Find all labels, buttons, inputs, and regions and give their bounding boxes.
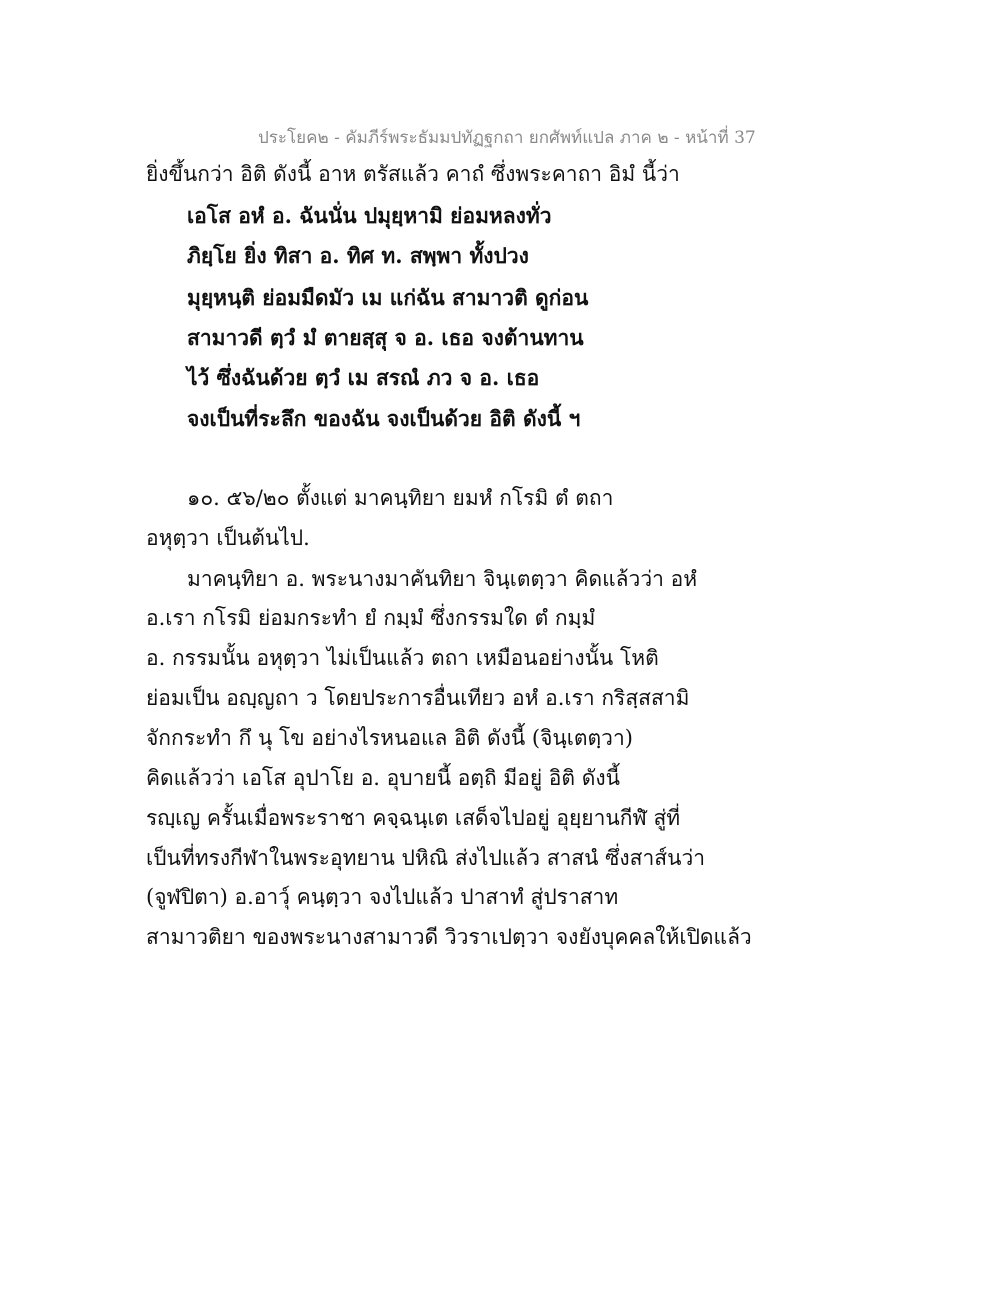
body-line: อ.เรา กโรมิ ย่อมกระทำ ยํ กมฺมํ ซึ่งกรรมใด ตํ กมฺมํ <box>146 606 596 630</box>
body-line: สามาวติยา ของพระนางสามาวดี วิวราเปตฺวา จงยังบุคคลให้เปิดแล้ว <box>146 925 752 949</box>
body-line: เป็นที่ทรงกีฬาในพระอุทยาน ปหิณิ ส่งไปแล้ว สาสนํ ซึ่งสาส์นว่า <box>146 846 706 870</box>
section-heading: ๑๐. ๕๖/๒๐ ตั้งแต่ มาคนฺทิยา ยมหํ กโรมิ ตํ ตถา <box>187 486 614 510</box>
body-line: อ. กรรมนั้น อหุตฺวา ไม่เป็นแล้ว ตถา เหมือนอย่างนั้น โหติ <box>146 646 659 670</box>
verse-line: สามาวดี ตฺวํ มํ ตายสฺสุ จ อ. เธอ จงต้านทาน <box>187 325 584 350</box>
body-line: มาคนฺทิยา อ. พระนางมาคันทิยา จินฺเตตฺวา คิดแล้วว่า อหํ <box>187 567 698 591</box>
verse-line: เอโส อหํ อ. ฉันนั่น ปมุยฺหามิ ย่อมหลงทั่ว <box>187 203 552 228</box>
verse-line: จงเป็นที่ระลึก ของฉัน จงเป็นด้วย อิติ ดังนี้ ฯ <box>187 406 581 431</box>
intro-line: ยิ่งขึ้นกว่า อิติ ดังนี้ อาห ตรัสแล้ว คาถํ ซึ่งพระคาถา อิมํ นี้ว่า <box>146 162 680 186</box>
verse-line: ภิยฺโย ยิ่ง ทิสา อ. ทิศ ท. สพฺพา ทั้งปวง <box>187 243 529 268</box>
body-line: จักกระทำ กึ นุ โข อย่างไรหนอแล อิติ ดังนี้ (จินฺเตตฺวา) <box>146 726 633 750</box>
page-header: ประโยค๒ - คัมภีร์พระธัมมปทัฏฐกถา ยกศัพท์แปล ภาค ๒ - หน้าที่ 37 <box>258 128 756 148</box>
body-line: รญฺเญ ครั้นเมื่อพระราชา คจฺฉนฺเต เสด็จไปอยู่ อุยฺยานกีฬํ สู่ที่ <box>146 806 681 830</box>
section-heading-continuation: อหุตฺวา เป็นต้นไป. <box>146 526 310 550</box>
verse-line: มุยฺหนฺติ ย่อมมืดมัว เม แก่ฉัน สามาวติ ดูก่อน <box>187 285 589 310</box>
body-line: ย่อมเป็น อญฺญถา ว โดยประการอื่นเทียว อหํ อ.เรา กริสฺสสามิ <box>146 686 690 710</box>
body-line: (จูฬปิตา) อ.อาวุ์ คนฺตฺวา จงไปแล้ว ปาสาทํ สู่ปราสาท <box>146 885 619 909</box>
verse-line: ไว้ ซึ่งฉันด้วย ตฺวํ เม สรณํ ภว จ อ. เธอ <box>187 365 540 390</box>
body-line: คิดแล้วว่า เอโส อุปาโย อ. อุบายนี้ อตฺถิ มีอยู่ อิติ ดังนี้ <box>146 766 620 790</box>
